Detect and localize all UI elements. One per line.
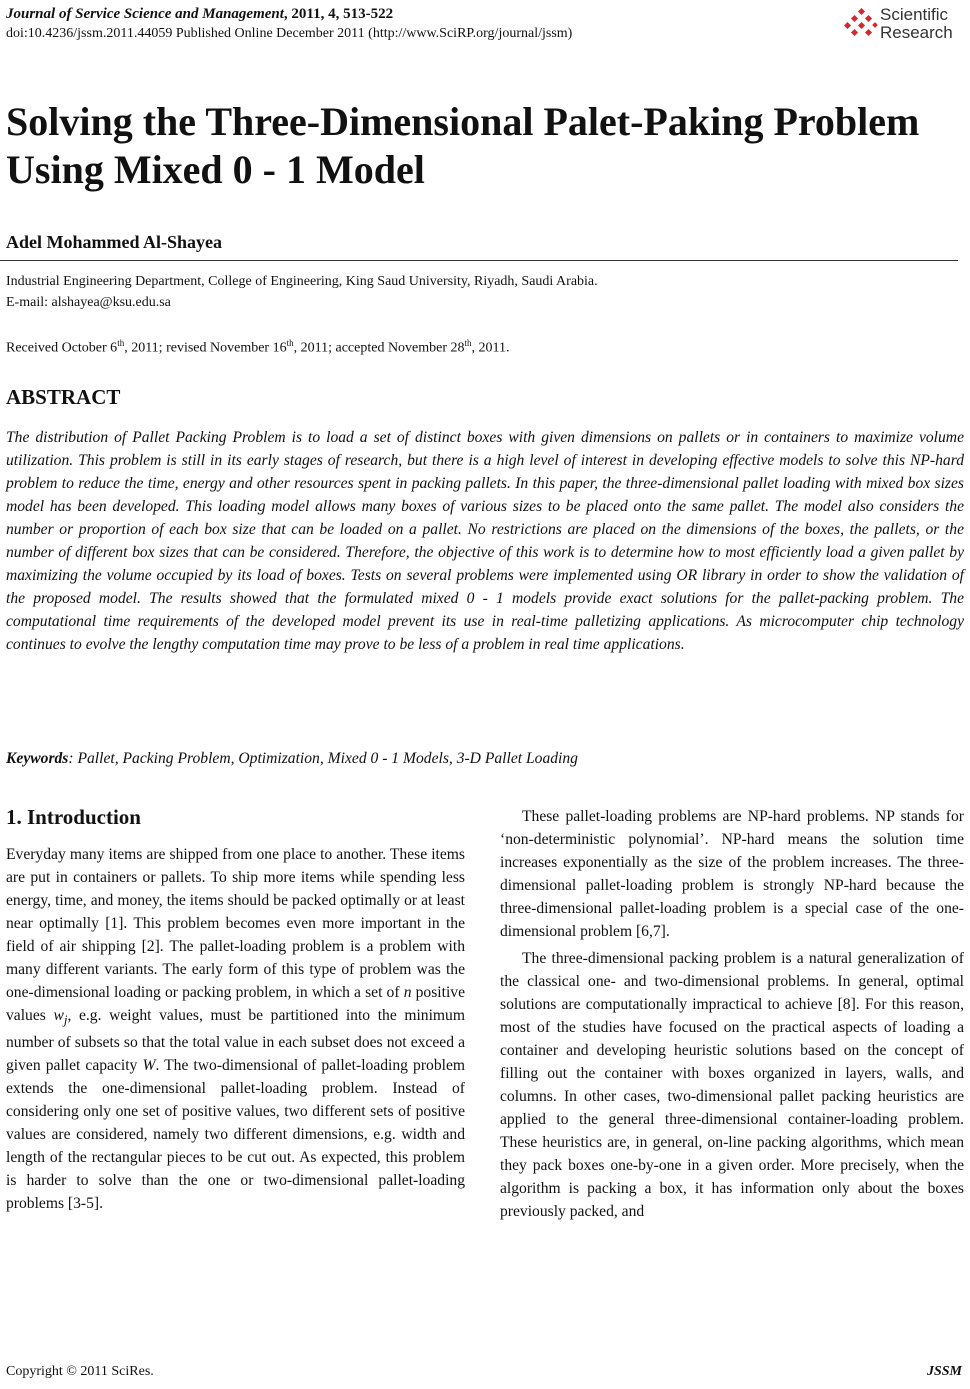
paragraph-text: . The two-dimensional of pallet-loading problem extends the one-dimensional pallet-loading problem. Instead of considering only one set of positive values, two different sets of positive values are considered, namely two different dimensions, e.g. width and length of the rectangular pieces to be cut out. As expected, this problem is harder to solve than the one or two-dimensional pallet-loading problems [3-5]. xyxy=(6,1057,465,1213)
revised-text: , 2011; revised November 16 xyxy=(124,340,287,356)
abstract-heading: ABSTRACT xyxy=(6,385,121,409)
paragraph-text: positive values xyxy=(6,984,465,1024)
body-column-right xyxy=(500,805,964,1223)
publisher-logo-icon xyxy=(844,7,878,41)
logo-text-scientific: Scientific xyxy=(880,5,949,24)
paragraph: The three-dimensional packing problem is a natural generalization of the classical one- and two-dimensional problems. In general, optimal solutions are computationally impractical to achieve [8]. For this reason, most of the studies have focused on the practical aspects of loading a container and developing heuristic solutions based on the concept of filling out the container with boxes organized in layers, walls, and columns. In other cases, two-dimensional pallet packing heuristics are applied to the general three-dimensional container-loading problem. These heuristics are, in general, on-line packing algorithms, which mean they pack boxes one-by-one in a given order. More precisely, when the algorithm is packing a box, it has information only about the boxes previously packed, and xyxy=(500,950,964,1220)
footer-journal-abbr: JSSM xyxy=(926,1364,962,1379)
author-name: Adel Mohammed Al-Shayea xyxy=(6,232,222,252)
accepted-text: , 2011; accepted November 28 xyxy=(293,340,465,356)
received-sup: th xyxy=(117,338,125,348)
paragraph-text: Everyday many items are shipped from one place to another. These items are put in containers or pallets. To ship more items while spending less energy, time, and money, the items should be packed optimally or at least near optimally [1]. This problem becomes even more important in the field of air shipping [2]. The pallet-loading problem is a problem with many different variants. The early form of this type of problem was the one-dimensional loading or packing problem, in which a set of xyxy=(6,846,465,1001)
affiliation: Industrial Engineering Department, College of Engineering, King Saud University, Riyadh, Saudi Arabia. xyxy=(6,274,598,289)
received-text: Received October 6 xyxy=(6,340,118,356)
logo-text-research: Research xyxy=(880,23,953,42)
journal-citation xyxy=(6,6,393,23)
keywords-label: Keywords xyxy=(6,750,69,767)
paragraph-text: , e.g. weight values, must be partitioned into the minimum number of subsets so that the total value in each subset does not exceed a given pallet capacity xyxy=(6,1007,465,1075)
abstract-text: The distribution of Pallet Packing Problem is to load a set of distinct boxes with given dimensions on pallets or in containers to maximize volume utilization. This problem is still in its early stages of research, but there is a high level of interest in developing effective models to solve this NP-hard problem to reduce the time, energy and other resources spent in packing pallets. In this paper, the three-dimensional pallet loading with mixed box sizes model has been developed. This loading model allows many boxes of various sizes to be placed onto the same pallet. The model also considers the number or proportion of each box size that can be loaded on a pallet. No restrictions are placed on the dimensions of the boxes, the pallets, or the number of different box sizes that can be considered. Therefore, the objective of this work is to determine how to most efficiently load a given pallet by maximizing the volume occupied by its load of boxes. Tests on several problems were implemented using OR library in order to show the validation of the proposed model. The results showed that the formulated mixed 0 - 1 models provide exact solutions for the pallet-packing problem. The computational time requirements of the developed model prevent its use in real-time palletizing applications. As microcomputer chip technology continues to evolve the lengthy computation time may prove to be less of a problem in real time applications. xyxy=(6,429,964,653)
math-symbol-W: W xyxy=(142,1057,156,1075)
journal-volume: , 2011, 4, 513-522 xyxy=(283,6,394,22)
keywords xyxy=(6,750,578,768)
accepted-sup: th xyxy=(464,338,472,348)
math-subscript-j: j xyxy=(63,1012,68,1028)
keywords-text: : Pallet, Packing Problem, Optimization, Mixed 0 - 1 Models, 3-D Pallet Loading xyxy=(68,750,578,767)
journal-name: Journal of Service Science and Management xyxy=(6,6,284,22)
received-end: , 2011. xyxy=(471,340,510,356)
body-column-left xyxy=(6,843,465,1215)
author-email: E-mail: alshayea@ksu.edu.sa xyxy=(6,295,171,310)
paragraph xyxy=(6,843,465,1215)
paragraph: These pallet-loading problems are NP-hard problems. NP stands for ‘non-deterministic polynomial’. NP-hard means the solution time increases exponentially as the size of the problem increases. The three-dimensional pallet-loading problem is strongly NP-hard because the three-dimensional pallet-loading problem is a special case of the one-dimensional problem [6,7]. xyxy=(500,808,964,940)
revised-sup: th xyxy=(286,338,294,348)
received-dates xyxy=(6,338,510,357)
publisher-logo xyxy=(844,4,964,44)
paper-title: Solving the Three-Dimensional Palet-Paking Problem Using Mixed 0 - 1 Model xyxy=(6,99,920,192)
math-symbol-n: n xyxy=(403,984,412,1001)
doi-line: doi:10.4236/jssm.2011.44059 Published Online December 2011 (http://www.SciRP.org/journal/jssm) xyxy=(6,26,573,41)
footer-copyright: Copyright © 2011 SciRes. xyxy=(6,1364,154,1379)
section-heading-introduction: 1. Introduction xyxy=(6,805,141,829)
math-symbol-w: w xyxy=(53,1007,64,1024)
author-divider xyxy=(0,260,958,261)
